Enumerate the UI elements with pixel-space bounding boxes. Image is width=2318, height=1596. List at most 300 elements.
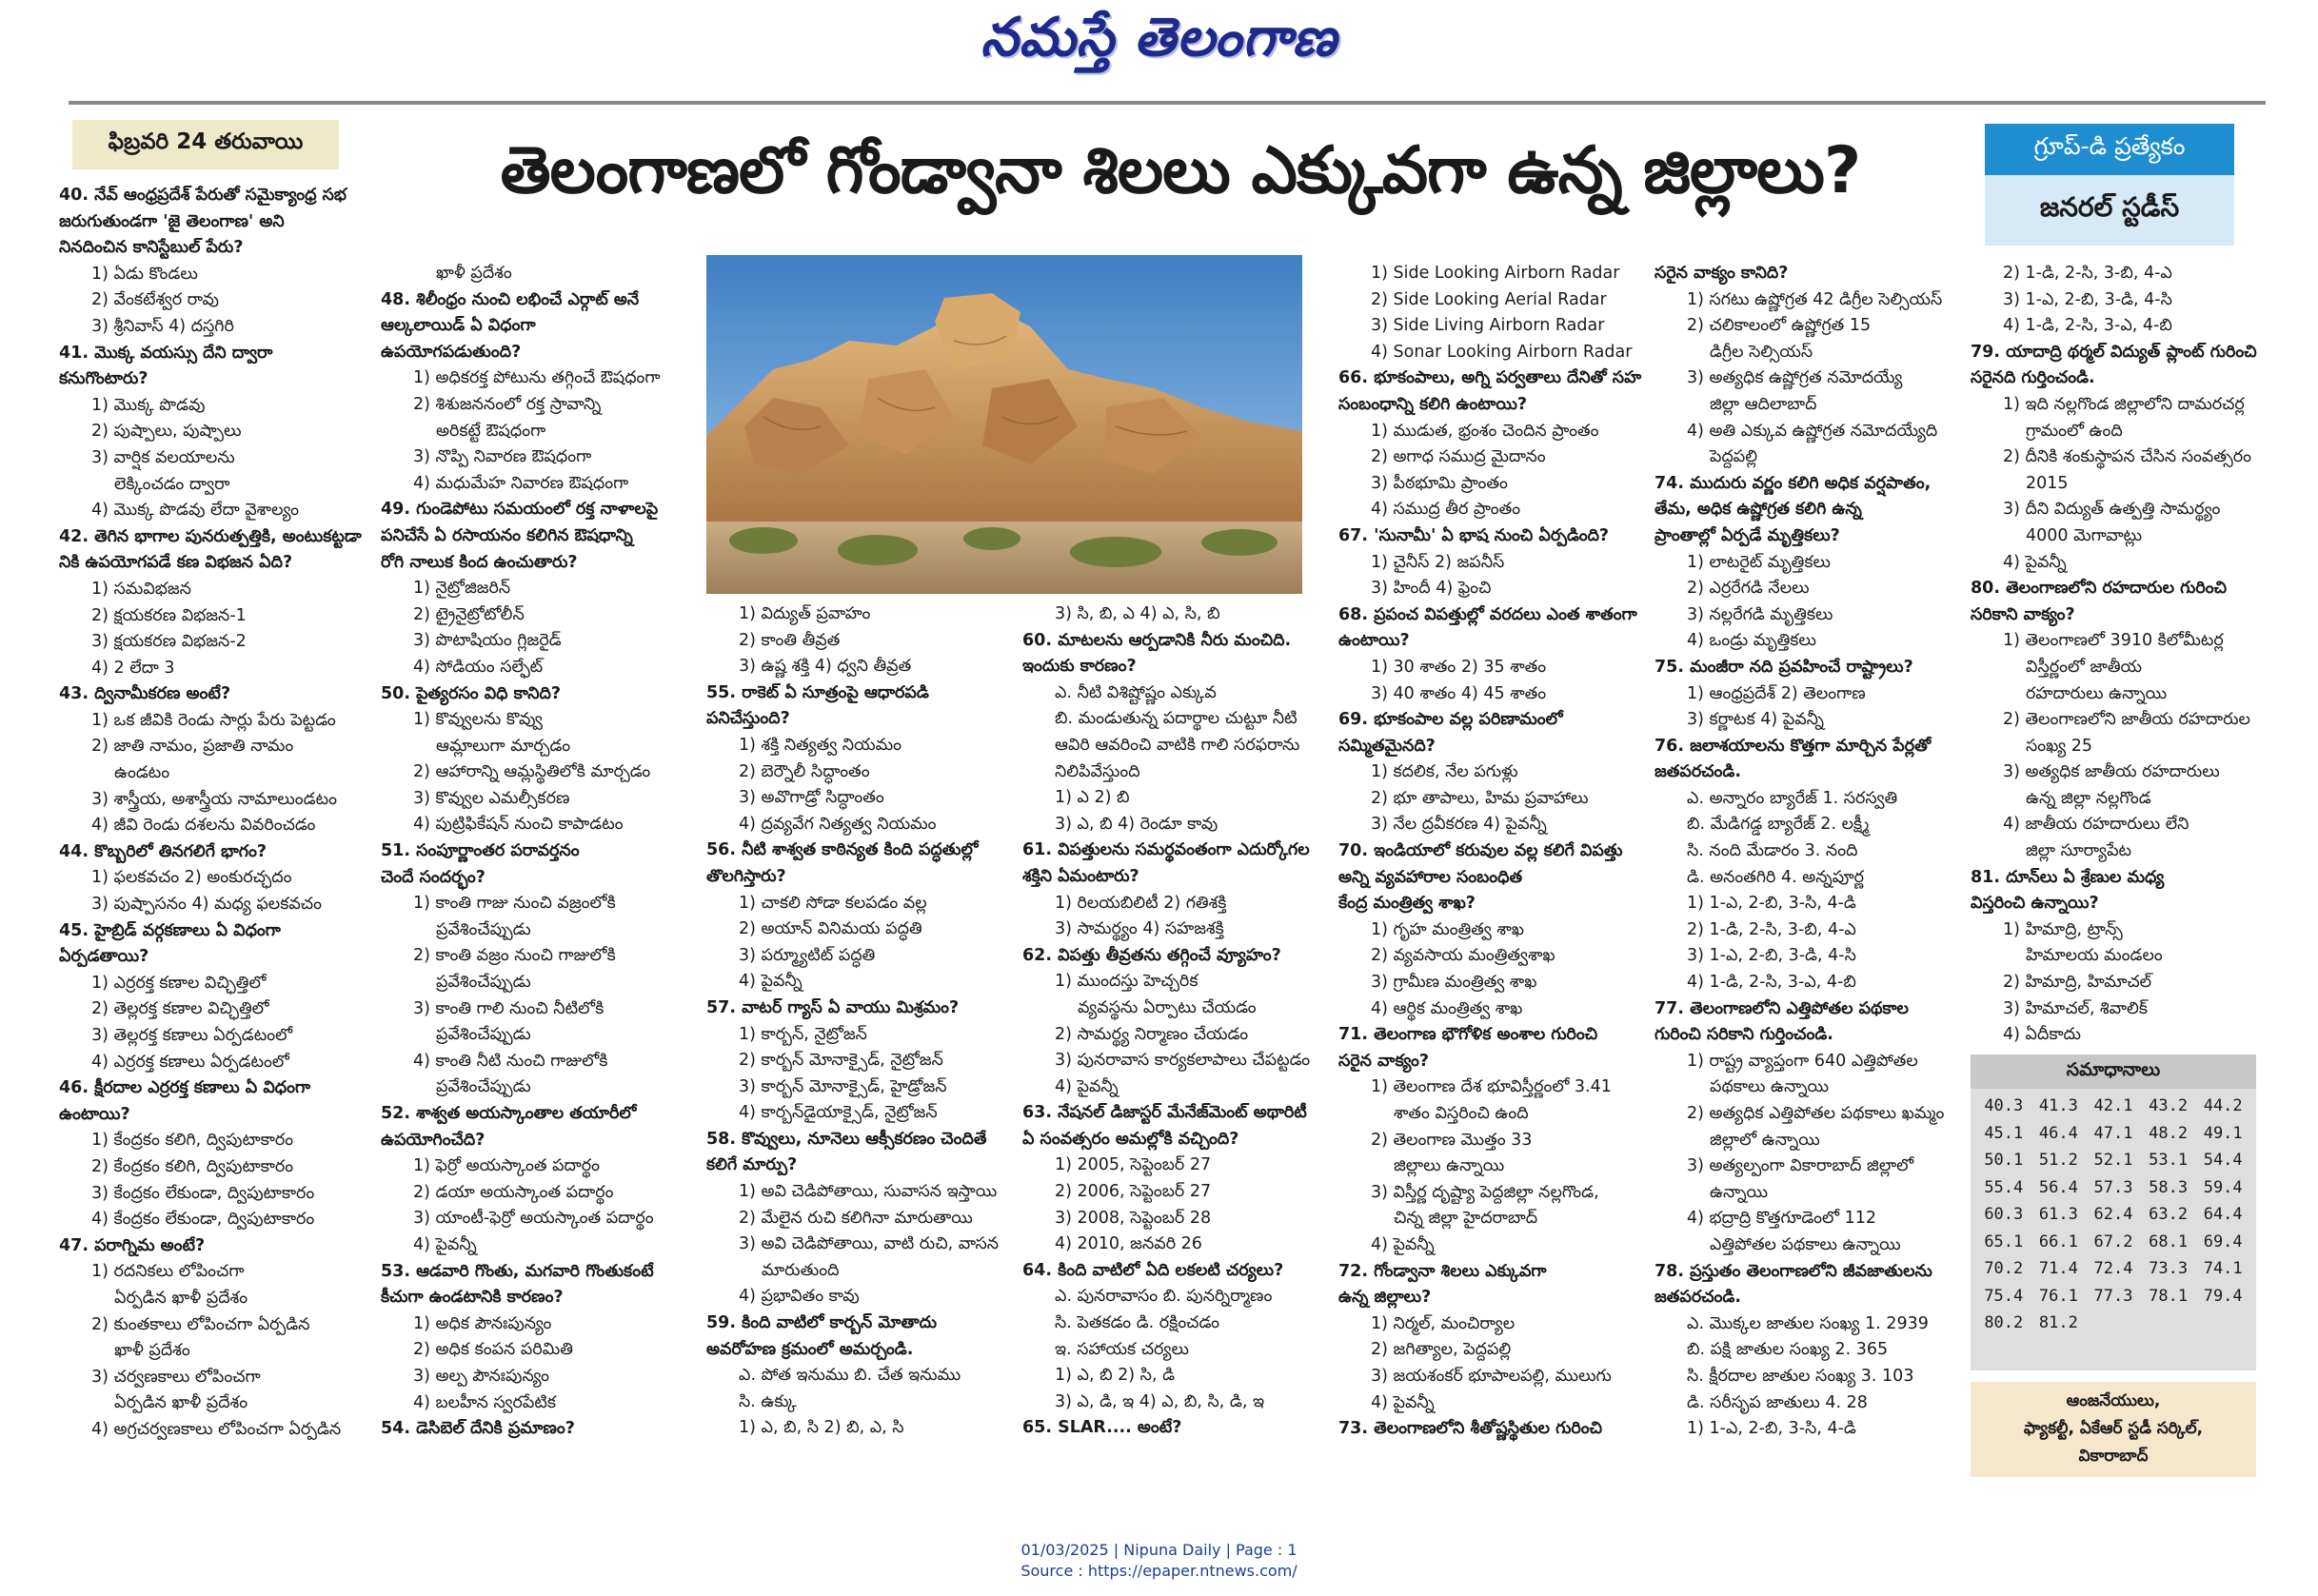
option-line: 2) అధిక కంపన పరిమితి <box>413 1340 573 1360</box>
text-column-7 <box>1971 261 2275 1049</box>
option-line: 3) తెల్లరక్త కణాలు ఏర్పడటంలో <box>91 1026 293 1045</box>
question-line: జతపరచండి. <box>1654 762 1741 782</box>
question-line: 52. శాశ్వత అయస్కాంతాల తయారీలో <box>381 1104 637 1123</box>
option-line: 4) అతి ఎక్కువ ఉష్ణోగ్రత నమోదయ్యేది <box>1687 421 1938 441</box>
option-line: 3) 2008, సెప్టెంబర్‌ 28 <box>1055 1208 1212 1228</box>
question-line: 58. కొవ్వులు, నూనెలు ఆక్సీకరణం చెందితే <box>706 1129 987 1149</box>
answer-entry: 49.1 <box>2203 1123 2243 1143</box>
option-line: జిల్లా సూర్యాపేట <box>2026 841 2132 861</box>
date-tag: ఫిబ్రవరి 24 తరువాయి <box>72 120 339 169</box>
question-line: 48. శిలీంధ్రం నుంచి లభించే ఎర్గాట్‌ అనే <box>381 289 640 309</box>
author-credit <box>1971 1382 2256 1477</box>
option-line: 3) అత్యధిక జాతీయ రహదారులు <box>2003 762 2220 782</box>
option-line: 1) సగటు ఉష్ణోగ్రత 42 డిగ్రీల సెల్సియస్‌ <box>1687 289 1943 309</box>
answer-entry: 54.4 <box>2203 1151 2243 1170</box>
text-column-3 <box>706 601 1011 1442</box>
question-line: 50. పైత్యరసం విధి కానిది? <box>381 683 562 703</box>
option-line: 4) కేంద్రకం లేకుండా, ద్విపుటాకారం <box>91 1210 315 1230</box>
question-line: కనుగొంటారు? <box>59 369 149 389</box>
option-line: 1) 1-ఎ, 2-బి, 3-సి, 4-డి <box>1687 1419 1856 1439</box>
option-line: 3) హిందీ 4) ఫ్రెంచి <box>1371 579 1492 599</box>
option-line: 4) ద్రవ్యవేగ నిత్యత్వ నియమం <box>739 814 937 834</box>
option-line: 2) 1-డి, 2-సి, 3-బి, 4-ఎ <box>1687 919 1856 939</box>
option-line: 1) ఎ, బి 2) సి, డి <box>1055 1366 1176 1386</box>
option-line: 2) కుంతకాలు లోపించగా ఏర్పడిన <box>91 1314 310 1334</box>
option-line: గ్రామంలో ఉంది <box>2026 421 2123 441</box>
option-line: ఎ. మొక్కల జాతుల సంఖ్య 1. 2939 <box>1687 1313 1929 1333</box>
answer-entry: 65.1 <box>1984 1231 2024 1251</box>
option-line: 2) జగిత్యాల, పెద్దపల్లి <box>1371 1340 1512 1360</box>
question-line: 43. ద్వినామీకరణ అంటే? <box>59 684 231 704</box>
question-line: 72. గోండ్వానా శిలలు ఎక్కువగా <box>1338 1261 1547 1281</box>
question-line: 56. నీటి శాశ్వత కాఠిన్యత కింది పద్ధతుల్లో <box>706 840 979 860</box>
question-line: 57. వాటర్‌ గ్యాస్‌ ఏ వాయు మిశ్రమం? <box>706 997 960 1017</box>
option-line: ఆమ్లాలుగా మార్చడం <box>436 736 571 756</box>
option-line: రహదారులు ఉన్నాయి <box>2026 683 2168 703</box>
option-line: 3) యాంటీ-ఫెర్రో అయస్కాంత పదార్థం <box>413 1209 654 1229</box>
option-line: 1) ముడుత, భ్రంశం చెందిన ప్రాంతం <box>1371 421 1599 441</box>
option-line: 3) అల్ప పౌనఃపున్యం <box>413 1366 550 1386</box>
question-line: 67. 'సునామీ' ఏ భాష నుంచి ఏర్పడింది? <box>1338 525 1610 545</box>
question-line: నికి ఉపయోగపడే కణ విభజన ఏది? <box>59 553 293 573</box>
option-line: విస్తీర్ణంలో జాతీయ <box>2026 657 2143 677</box>
option-line: 2) చలికాలంలో ఉష్ణోగ్రత 15 <box>1687 316 1872 336</box>
option-line: సి. ఉక్కు <box>739 1391 797 1411</box>
option-line: 4) కార్బన్‌డైయాక్సైడ్‌, నైట్రోజన్‌ <box>739 1103 938 1123</box>
answer-entry: 73.3 <box>2149 1259 2189 1278</box>
option-line: 2) కేంద్రకం కలిగి, ద్విపుటాకారం <box>91 1156 294 1176</box>
option-line: 1) విద్యుత్‌ ప్రవాహం <box>739 604 871 623</box>
option-line: జిల్లా ఆదిలాబాద్‌ <box>1710 394 1817 414</box>
rock-formation-photo <box>706 255 1302 594</box>
question-line: 71. తెలంగాణ భౌగోళిక అంశాల గురించి <box>1338 1025 1598 1045</box>
option-line: 1) ఏడు కొండలు <box>91 264 198 284</box>
option-line: 4) పైవన్నీ <box>1371 1392 1435 1412</box>
option-line: 4) ఆర్థిక మంత్రిత్వ శాఖ <box>1371 998 1523 1018</box>
option-line: 4) జీవి రెండు దశలను వివరించడం <box>91 816 316 836</box>
option-line: 1) అవి చెడిపోతాయి, సువాసన ఇస్తాయి <box>739 1182 998 1202</box>
option-line: 1) గృహ మంత్రిత్వ శాఖ <box>1371 919 1525 939</box>
question-line: 46. క్షీరదాల ఎర్రరక్త కణాలు ఏ విధంగా <box>59 1078 311 1098</box>
option-line: 4) ఒండ్రు మృత్తికలు <box>1687 631 1816 651</box>
option-line: ఎ. నీటి విశిష్టోష్ణం ఎక్కువ <box>1055 682 1217 702</box>
answer-entry: 67.2 <box>2093 1231 2133 1251</box>
option-line: హిమాలయ మండలం <box>2026 946 2163 966</box>
option-line: జిల్లాలో ఉన్నాయి <box>1710 1130 1820 1150</box>
option-line: ప్రవేశించేప్పుడు <box>436 1025 531 1045</box>
question-line: 45. హైబ్రిడ్‌ వర్గకణాలు ఏ విధంగా <box>59 920 281 940</box>
option-line: 4) పైవన్నీ <box>1371 1234 1435 1254</box>
answer-key-box <box>1971 1054 2256 1370</box>
option-line: 3) Side Living Airborn Radar <box>1371 316 1605 336</box>
option-line: ప్రవేశించేప్పుడు <box>436 919 531 939</box>
option-line: బి. మేడిగడ్డ బ్యారేజ్‌ 2. లక్ష్మీ <box>1687 815 1870 835</box>
option-line: ఎత్తిపోతల పథకాలు ఉన్నాయి <box>1710 1234 1901 1254</box>
option-line: వ్యవస్థను ఏర్పాటు చేయడం <box>1078 997 1257 1017</box>
option-line: 1) ఆంధ్రప్రదేశ్‌ 2) తెలంగాణ <box>1687 683 1866 703</box>
answer-entry: 50.1 <box>1984 1151 2024 1170</box>
option-line: 3) పునరావాస కార్యకలాపాలు చేపట్టడం <box>1055 1051 1311 1071</box>
question-line: 77. తెలంగాణలోని ఎత్తిపోతల పథకాల <box>1654 998 1909 1018</box>
option-line: 3) కార్బన్‌ మోనాక్సైడ్‌, హైడ్రోజన్‌ <box>739 1076 947 1096</box>
question-line: 76. జలాశయాలను కొత్తగా మార్చిన పేర్లతో <box>1654 736 1932 756</box>
footer-date-line: 01/03/2025 | Nipuna Daily | Page : 1 <box>1020 1541 1298 1559</box>
author-name: ఆంజనేయులు, <box>2066 1391 2161 1410</box>
option-line: 2) క్షయకరణ విభజన-1 <box>91 605 247 625</box>
option-line: 4) సముద్ర తీర ప్రాంతం <box>1371 500 1521 520</box>
answer-entry: 64.4 <box>2203 1205 2243 1224</box>
question-line: సరైనది గుర్తించండి. <box>1971 368 2095 388</box>
option-line: 1) ఒక జీవికి రెండు సార్లు పేరు పెట్టడం <box>91 710 336 730</box>
answer-entry: 44.2 <box>2203 1096 2243 1115</box>
option-line: 3) 40 శాతం 4) 45 శాతం <box>1371 683 1547 703</box>
answer-entry: 77.3 <box>2093 1286 2133 1306</box>
option-line: 3) చర్వణకాలు లోపించగా <box>91 1367 261 1387</box>
option-line: 1) నైట్రోజిజరిన్‌ <box>413 579 511 599</box>
option-line: ఉన్న జిల్లా నల్లగొండ <box>2026 788 2151 808</box>
question-line: 68. ప్రపంచ విపత్తుల్లో వరదలు ఎంత శాతంగా <box>1338 604 1637 624</box>
option-line: 4) ఎర్రరక్త కణాలు ఏర్పడటంలో <box>91 1052 289 1072</box>
answer-entry: 46.4 <box>2038 1123 2078 1143</box>
option-line: 1) అధికరక్త పోటును తగ్గించే ఔషధంగా <box>413 368 661 388</box>
question-line: 65. SLAR.... అంటే? <box>1022 1418 1182 1438</box>
option-line: 2) వేంకటేశ్వర రావు <box>91 290 219 310</box>
option-line: లెక్కించడం ద్వారా <box>114 474 230 494</box>
question-line: గురించి సరికాని గుర్తించండి. <box>1654 1025 1833 1045</box>
option-line: 4) పైవన్నీ <box>1055 1076 1119 1096</box>
question-line: 70. ఇండియాలో కరువుల వల్ల కలిగే విపత్తు <box>1338 841 1623 861</box>
option-line: 2) బెర్నౌలీ సిద్ధాంతం <box>739 761 870 781</box>
question-line: సంబంధాన్ని కలిగి ఉంటాయి? <box>1338 394 1528 414</box>
answer-key-grid <box>1971 1089 2256 1341</box>
answer-entry: 78.1 <box>2149 1286 2189 1306</box>
answer-entry: 42.1 <box>2093 1096 2133 1115</box>
option-line: 1) ఎ 2) బి <box>1055 788 1130 808</box>
option-line: 4) సోడియం సల్ఫేట్‌ <box>413 657 544 677</box>
option-line: 4) పైవన్నీ <box>413 1234 477 1254</box>
option-line: 4000 మెగావాట్లు <box>2026 525 2143 545</box>
option-line: బి. పక్షి జాతుల సంఖ్య 2. 365 <box>1687 1340 1889 1360</box>
option-line: 4) Sonar Looking Airborn Radar <box>1371 342 1633 362</box>
footer-source-line: Source : https://epaper.ntnews.com/ <box>1020 1562 1298 1580</box>
option-line: 3) గ్రామీణ మంత్రిత్వ శాఖ <box>1371 973 1537 993</box>
option-line: ఉండటం <box>114 763 170 783</box>
option-line: 4) భద్రాద్రి కొత్తగూడెంలో 112 <box>1687 1209 1876 1229</box>
question-line: జరుగుతుండగా 'జై తెలంగాణ' అని <box>59 211 285 231</box>
option-line: 1) కార్బన్‌, నైట్రోజన్‌ <box>739 1024 867 1044</box>
answer-entry: 55.4 <box>1984 1177 2024 1197</box>
option-line: 1) లాటరైట్‌ మృత్తికలు <box>1687 552 1831 572</box>
question-line: 80. తెలంగాణలోని రహదారుల గురించి <box>1971 579 2228 599</box>
option-line: 3) 1-ఎ, 2-బి, 3-డి, 4-సి <box>2003 289 2172 309</box>
option-line: 3) కాంతి గాలి నుంచి నీటిలోకి <box>413 998 604 1018</box>
answer-entry: 40.3 <box>1984 1096 2024 1115</box>
option-line: 2) పుష్పాలు, పుష్పాలు <box>91 422 242 442</box>
answer-entry: 68.1 <box>2149 1231 2189 1251</box>
question-line: 40. నేవ్‌ ఆంధ్రప్రదేశ్‌ పేరుతో సమైక్యాంధ్ర సభ <box>59 186 347 205</box>
question-line: ఆల్కలాయిడ్‌ ఏ విధంగా <box>381 316 536 336</box>
option-line: 1) కొవ్వులను కొవ్వు <box>413 710 543 730</box>
answer-entry: 51.2 <box>2038 1151 2078 1170</box>
question-line: పనిచేస్తుంది? <box>706 709 790 729</box>
answer-key-heading: సమాధానాలు <box>1971 1054 2256 1089</box>
question-line: అన్ని వ్యవహారాల సంబంధిత <box>1338 867 1523 887</box>
answer-entry: 80.2 <box>1984 1313 2024 1332</box>
option-line: ఖాళీ ప్రదేశం <box>436 264 512 283</box>
option-line: సి. పెతకడం డి. రక్షించడం <box>1055 1313 1220 1333</box>
question-line: 59. కింది వాటిలో కార్బన్‌ మోతాదు <box>706 1313 938 1333</box>
option-line: ఖాళీ ప్రదేశం <box>114 1341 190 1361</box>
question-line: అవరోహణ క్రమంలో అమర్చండి. <box>706 1339 914 1359</box>
option-line: 1) రదనికలు లోపించగా <box>91 1262 245 1282</box>
option-line: 3) అవి చెడిపోతాయి, వాటి రుచి, వాసన <box>739 1234 1000 1254</box>
question-line: 79. యాదాద్రి థర్మల్‌ విద్యుత్‌ ప్లాంట్‌ గురించి <box>1971 342 2257 362</box>
option-line: పథకాలు ఉన్నాయి <box>1710 1077 1830 1097</box>
option-line: చిన్న జిల్లా హైదరాబాద్‌ <box>1394 1209 1538 1229</box>
answer-entry: 52.1 <box>2093 1151 2133 1170</box>
option-line: 3) నేల ద్రవీకరణ 4) పైవన్నీ <box>1371 815 1547 835</box>
rock-photo-illustration <box>706 255 1302 594</box>
option-line: 1) ఫెర్రో అయస్కాంత పదార్థం <box>413 1156 600 1176</box>
option-line: 3) సి, బి, ఎ 4) ఎ, సి, బి <box>1055 604 1220 623</box>
answer-entry: 61.3 <box>2038 1205 2078 1224</box>
section-label-box <box>1985 124 2234 246</box>
masthead <box>0 6 2318 80</box>
option-line: 3) వార్షిక వలయాలను <box>91 447 235 467</box>
question-line: చెందే సందర్భం? <box>381 867 485 887</box>
question-line: ఉంటాయి? <box>59 1104 130 1124</box>
option-line: 4) పైవన్నీ <box>2003 552 2067 572</box>
option-line: 3) నొప్పి నివారణ ఔషధంగా <box>413 447 592 467</box>
question-line: సరికాని వాక్యం? <box>1971 604 2075 624</box>
option-line: 3) దీని విద్యుత్‌ ఉత్పత్తి సామర్థ్యం <box>2003 500 2221 520</box>
option-line: 3) ఉష్ణ శక్తి 4) ధ్వని తీవ్రత <box>739 657 912 677</box>
answer-entry: 56.4 <box>2038 1177 2078 1197</box>
option-line: 2) మేలైన రుచి కలిగినా మారుతాయి <box>739 1208 973 1228</box>
option-line: శాతం విస్తరించి ఉంది <box>1394 1104 1529 1123</box>
option-line: 2) ట్రైనైట్రోటోలీన్‌ <box>413 604 525 624</box>
option-line: ప్రవేశించేప్పుడు <box>436 1077 531 1097</box>
option-line: 3) కర్ణాటక 4) పైవన్నీ <box>1687 710 1824 730</box>
option-line: ఇ. సహాయక చర్యలు <box>1055 1339 1189 1359</box>
answer-entry: 70.2 <box>1984 1259 2024 1278</box>
question-line: 60. మాటలను ఆర్పడానికి నీరు మంచిది. <box>1022 630 1292 650</box>
option-line: 1) సమవిభజన <box>91 579 191 599</box>
option-line: 1) శక్తి నిత్యత్వ నియమం <box>739 735 901 755</box>
option-line: 1) తెలంగాణలో 3910 కిలోమీటర్ల <box>2003 631 2224 651</box>
option-line: 2) తెలంగాణ మొత్తం 33 <box>1371 1130 1533 1150</box>
question-line: సమ్మితమైనది? <box>1338 736 1436 756</box>
option-line: జిల్లాలు ఉన్నాయి <box>1394 1156 1505 1176</box>
option-line: 1) ఎర్రరక్త కణాల విచ్ఛిత్తిలో <box>91 973 267 993</box>
question-line: 49. గుండెపోటు సమయంలో రక్త నాళాలపై <box>381 500 659 520</box>
option-line: 2) అగాధ సముద్ర మైదానం <box>1371 447 1546 467</box>
option-line: 4) పుట్రిఫికేషన్‌ నుంచి కాపాడటం <box>413 815 624 835</box>
option-line: 1) ముందస్తు హెచ్చరిక <box>1055 972 1199 992</box>
text-column-2 <box>381 261 685 1443</box>
option-line: సి. క్షీరదాల జాతుల సంఖ్య 3. 103 <box>1687 1366 1914 1386</box>
option-line: 1) అధిక పౌనఃపున్యం <box>413 1313 552 1333</box>
option-line: ఎ. పోత ఇనుము బి. చేత ఇనుము <box>739 1366 961 1386</box>
option-line: మారుతుంది <box>762 1260 840 1280</box>
question-line: 47. పరాగ్నిమ అంటే? <box>59 1235 206 1255</box>
answer-entry: 72.4 <box>2093 1259 2133 1278</box>
answer-entry: 53.1 <box>2149 1151 2189 1170</box>
answer-entry: 69.4 <box>2203 1231 2243 1251</box>
option-line: 3) కేంద్రకం లేకుండా, ద్విపుటాకారం <box>91 1183 315 1203</box>
question-line: ఇందుకు కారణం? <box>1022 657 1137 677</box>
option-line: 3) క్షయకరణ విభజన-2 <box>91 632 247 652</box>
option-line: 2) భూ తాపాలు, హిమ ప్రవాహాలు <box>1371 788 1589 808</box>
option-line: 1) చాకలి సోడా కలపడం వల్ల <box>739 893 927 913</box>
option-line: 3) జయశంకర్‌ భూపాలపల్లి, ములుగు <box>1371 1366 1612 1386</box>
option-line: 3) హిమాచల్‌, శివాలిక్‌ <box>2003 998 2148 1018</box>
question-line: 41. మొక్క వయస్సు దేని ద్వారా <box>59 343 273 363</box>
option-line: 2) అత్యధిక ఎత్తిపోతల పథకాలు ఖమ్మం <box>1687 1104 1945 1123</box>
question-line: ఉపయోగించేది? <box>381 1130 485 1150</box>
option-line: 3) నల్లరేగడి మృత్తికలు <box>1687 604 1833 624</box>
option-line: 3) ఎ, డి, ఇ 4) ఎ, బి, సి, డి, ఇ <box>1055 1391 1265 1411</box>
answer-entry: 47.1 <box>2093 1123 2133 1143</box>
answer-entry: 81.2 <box>2038 1313 2078 1332</box>
answer-entry: 75.4 <box>1984 1286 2024 1306</box>
option-line: 1) Side Looking Airborn Radar <box>1371 264 1620 283</box>
group-label: గ్రూప్‌-డి ప్రత్యేకం <box>1985 124 2234 175</box>
question-line: శక్తిని ఏమంటారు? <box>1022 866 1139 886</box>
option-line: 4) జాతీయ రహదారులు లేని <box>2003 815 2189 835</box>
option-line: ఉన్నాయి <box>1710 1182 1769 1202</box>
question-line: తొలగిస్తారు? <box>706 866 786 886</box>
option-line: సి. నంది మేడారం 3. నంది <box>1687 841 1858 861</box>
question-line: తేమ, అధిక ఉష్ణోగ్రత కలిగి ఉన్న <box>1654 500 1862 520</box>
question-line: విస్తరించి ఉన్నాయి? <box>1971 894 2099 914</box>
option-line: 3) పీఠభూమి ప్రాంతం <box>1371 473 1508 493</box>
option-line: డి. సరీసృప జాతులు 4. 28 <box>1687 1392 1868 1412</box>
option-line: 4) మధుమేహ నివారణ ఔషధంగా <box>413 473 629 493</box>
option-line: 1) 30 శాతం 2) 35 శాతం <box>1371 657 1547 677</box>
question-line: 81. దూన్‌లు ఏ శ్రేణుల మధ్య <box>1971 867 2165 887</box>
option-line: 2) హిమాద్రి, హిమాచల్‌ <box>2003 973 2152 993</box>
answer-entry: 62.4 <box>2093 1205 2133 1224</box>
option-line: 4) ఏదీకాదు <box>2003 1025 2081 1045</box>
question-line: కలిగే మార్పు? <box>706 1155 798 1175</box>
option-line: 1) హిమాద్రి, ట్రాన్స్‌ <box>2003 919 2123 939</box>
question-line: 66. భూకంపాలు, అగ్ని పర్వతాలు దేనితో సహ <box>1338 368 1642 388</box>
question-line: 55. రాకెట్‌ ఏ సూత్రంపై ఆధారపడి <box>706 682 929 702</box>
question-line: సరైన వాక్యం కానిది? <box>1654 264 1789 283</box>
text-column-6 <box>1654 261 1969 1443</box>
author-affiliation: ఫ్యాకల్టీ, ఏకేఆర్‌ స్టడీ సర్కిల్‌, <box>2023 1419 2204 1438</box>
question-line: ఉన్న జిల్లాలు? <box>1338 1288 1432 1308</box>
option-line: 4) పైవన్నీ <box>739 972 802 992</box>
option-line: 4) 2010, జనవరి 26 <box>1055 1234 1202 1254</box>
option-line: 2) డయా అయస్కాంత పదార్థం <box>413 1182 614 1202</box>
option-line: 3) అత్యల్పంగా వికారాబాద్‌ జిల్లాలో <box>1687 1156 1914 1176</box>
option-line: 1) మొక్క పొడవు <box>91 395 206 415</box>
option-line: ప్రవేశించేప్పుడు <box>436 973 531 993</box>
option-line: 2) Side Looking Aerial Radar <box>1371 289 1607 309</box>
question-line: 61. విపత్తులను సమర్థవంతంగా ఎదుర్కోగల <box>1022 840 1310 860</box>
question-line: 44. కొబ్బరిలో తినగలిగే భాగం? <box>59 841 267 861</box>
option-line: 2) జాతి నామం, ప్రజాతి నామం <box>91 737 294 757</box>
answer-entry: 63.2 <box>2149 1205 2189 1224</box>
option-line: 3) అత్యధిక ఉష్ణోగ్రత నమోదయ్యే <box>1687 368 1903 388</box>
option-line: ఎ. అన్నారం బ్యారేజ్‌ 1. సరస్వతి <box>1687 788 1898 808</box>
option-line: 1) ఎ, బి, సి 2) బి, ఎ, సి <box>739 1418 904 1438</box>
answer-entry: 60.3 <box>1984 1205 2024 1224</box>
option-line: 1) ఇది నల్లగొండ జిల్లాలోని దామరచర్ల <box>2003 394 2245 414</box>
option-line: 2) సామర్థ్య నిర్మాణం చేయడం <box>1055 1024 1249 1044</box>
option-line: 1) కేంద్రకం కలిగి, ద్విపుటాకారం <box>91 1131 294 1151</box>
option-line: 4) 1-డి, 2-సి, 3-ఎ, 4-బి <box>2003 316 2172 336</box>
option-line: 4) బలహీన స్వరపేటిక <box>413 1392 557 1412</box>
option-line: 2) దీనికి శంకుస్థాపన చేసిన సంవత్సరం <box>2003 447 2251 467</box>
question-line: 63. నేషనల్‌ డిజాస్టర్‌ మేనేజ్‌మెంట్‌ అథారిటీ <box>1022 1103 1307 1123</box>
option-line: 4) మొక్క పొడవు లేదా వైశాల్యం <box>91 501 299 521</box>
option-line: అరికట్టే ఔషధంగా <box>436 421 546 441</box>
option-line: 4) కాంతి నీటి నుంచి గాజులోకి <box>413 1051 608 1071</box>
option-line: 3) కొవ్వుల ఎమల్సీకరణ <box>413 788 570 808</box>
option-line: 1) చైనీస్‌ 2) జపనీస్‌ <box>1371 552 1505 572</box>
option-line: ఏర్పడిన ఖాళీ ప్రదేశం <box>114 1393 248 1413</box>
page-footer <box>0 1540 2318 1582</box>
text-column-5 <box>1338 261 1643 1443</box>
option-line: 3) 1-ఎ, 2-బి, 3-డి, 4-సి <box>1687 946 1856 966</box>
option-line: ఏర్పడిన ఖాళీ ప్రదేశం <box>114 1288 248 1308</box>
option-line: 2) ఆహారాన్ని ఆమ్లస్థితిలోకి మార్చడం <box>413 762 651 782</box>
option-line: 2) 2006, సెప్టెంబర్‌ 27 <box>1055 1182 1212 1202</box>
option-line: బి. మండుతున్న పదార్థాల చుట్టూ నీటి <box>1055 709 1298 729</box>
answer-entry: 57.3 <box>2093 1177 2133 1197</box>
header-rule <box>69 101 2266 105</box>
option-line: డిగ్రీల సెల్సియస్‌ <box>1710 342 1813 362</box>
option-line: 1) ఫలకవచం 2) అంకురచ్ఛదం <box>91 868 292 888</box>
answer-entry: 41.3 <box>2038 1096 2078 1115</box>
answer-entry: 71.4 <box>2038 1259 2078 1278</box>
option-line: ఎ. పునరావాసం బి. పునర్నిర్మాణం <box>1055 1287 1273 1307</box>
option-line: 3) శ్రీనివాస్‌ 4) దస్తగిరి <box>91 316 234 336</box>
question-line: 53. ఆడవారి గొంతు, మగవారి గొంతుకంటే <box>381 1261 654 1281</box>
question-line: 74. ముదురు వర్ణం కలిగి అధిక వర్షపాతం, <box>1654 473 1932 493</box>
option-line: ఆవిరి ఆవరించి వాటికి గాలి సరఫరాను <box>1055 735 1300 755</box>
question-line: 64. కింది వాటిలో ఏది లకలటి చర్యలు? <box>1022 1260 1284 1280</box>
question-line: 54. డెసిబెల్‌ దేనికి ప్రమాణం? <box>381 1419 575 1439</box>
option-line: 2) 1-డి, 2-సి, 3-బి, 4-ఎ <box>2003 264 2172 283</box>
option-line: 2) తెల్లరక్త కణాల విచ్ఛిత్తిలో <box>91 999 269 1019</box>
option-line: 3) పుష్పాసనం 4) మధ్య ఫలకవచం <box>91 895 322 915</box>
answer-entry: 58.3 <box>2149 1177 2189 1197</box>
option-line: 2) కార్బన్‌ మోనాక్సైడ్‌, నైట్రోజన్‌ <box>739 1051 943 1071</box>
option-line: 1) కదలిక, నేల పగుళ్లు <box>1371 762 1518 782</box>
subject-label: జనరల్‌ స్టడీస్‌ <box>1985 175 2234 246</box>
option-line: 1) 1-ఎ, 2-బి, 3-సి, 4-డి <box>1687 894 1856 914</box>
question-line: ఏ సంవత్సరం అమల్లోకి వచ్చింది? <box>1022 1129 1239 1149</box>
option-line: 2) ఎర్రరేగడి నేలలు <box>1687 579 1810 599</box>
option-line: 3) సామర్థ్యం 4) సహజశక్తి <box>1055 919 1224 939</box>
question-line: పనిచేసే ఏ రసాయనం కలిగిన ఔషధాన్ని <box>381 525 633 545</box>
question-line: నినదించిన కానిస్టేబుల్‌ పేరు? <box>59 238 244 258</box>
answer-entry: 48.2 <box>2149 1123 2189 1143</box>
option-line: పెద్దపల్లి <box>1710 447 1758 467</box>
option-line: నిలిపివేస్తుంది <box>1055 761 1140 781</box>
answer-entry: 45.1 <box>1984 1123 2024 1143</box>
author-location: వికారాబాద్‌ <box>2078 1447 2149 1466</box>
answer-entry: 59.4 <box>2203 1177 2243 1197</box>
option-line: 3) శాస్త్రీయ, అశాస్త్రీయ నామాలుండటం <box>91 789 338 809</box>
page-headline: తెలంగాణలో గోండ్వానా శిలలు ఎక్కువగా ఉన్న జిల్లాలు? <box>500 133 1861 208</box>
option-line: డి. అనంతగిరి 4. అన్నపూర్ణ <box>1687 867 1865 887</box>
question-line: 62. విపత్తు తీవ్రతను తగ్గించే వ్యూహం? <box>1022 945 1281 965</box>
